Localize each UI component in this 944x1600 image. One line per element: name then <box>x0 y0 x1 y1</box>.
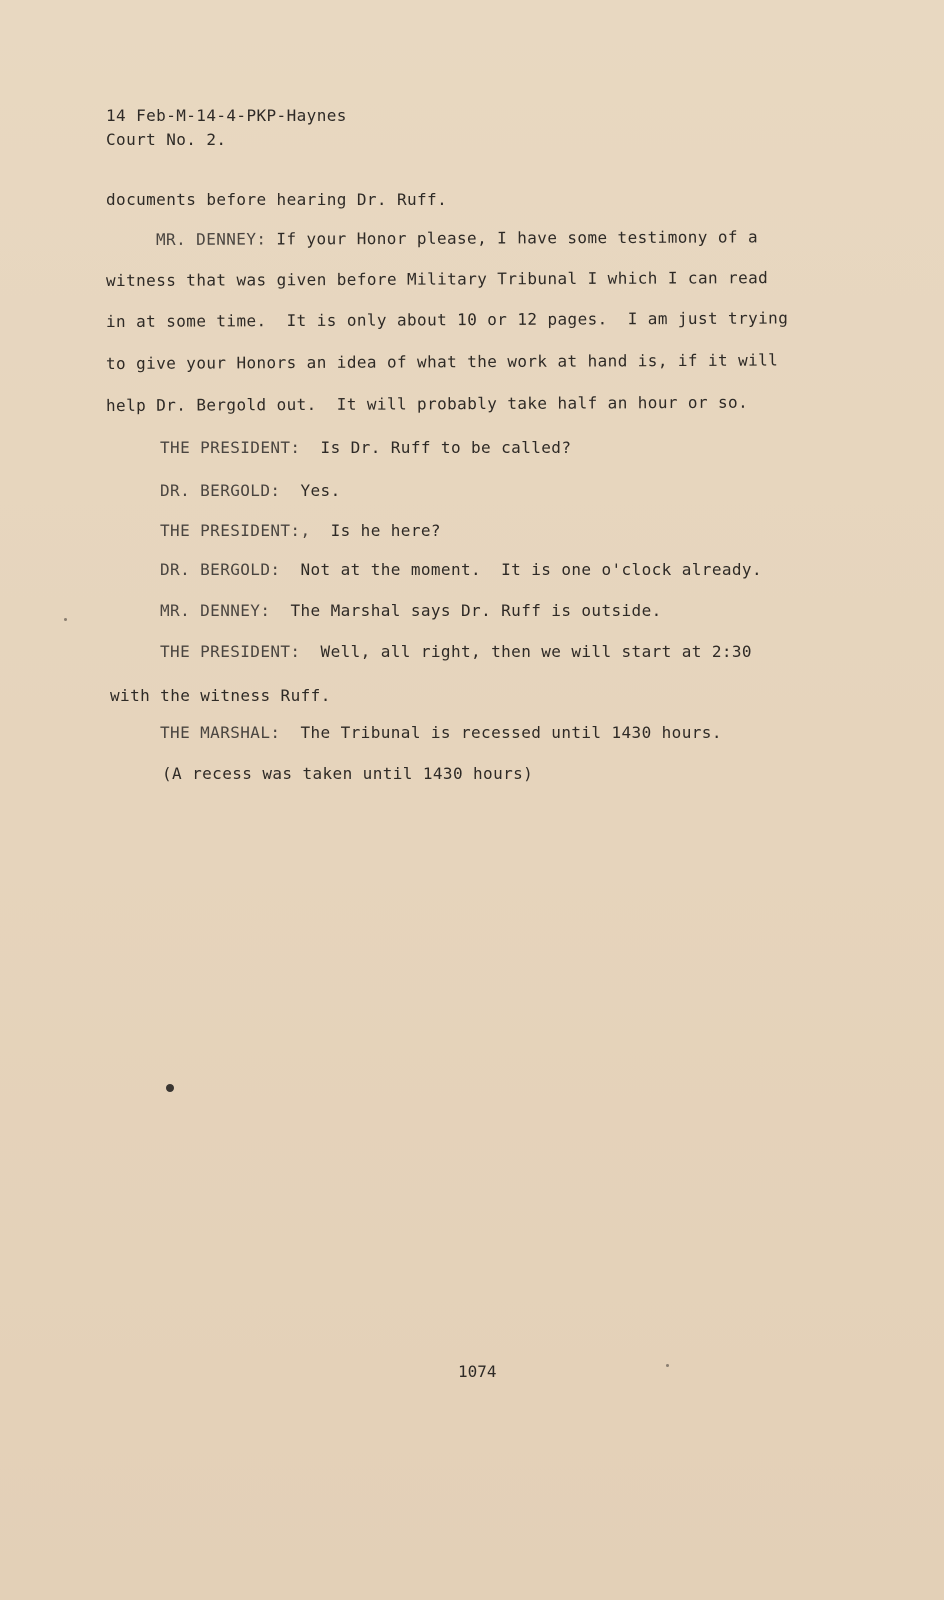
speech-text: Is Dr. Ruff to be called? <box>300 438 572 457</box>
paper-speck <box>64 618 67 621</box>
transcript-line-7 <box>160 438 571 457</box>
transcript-line-9 <box>160 521 441 540</box>
transcript-line-11 <box>160 601 662 620</box>
header-court: Court No. 2. <box>106 130 227 149</box>
page-number: 1074 <box>458 1362 497 1381</box>
header-reference: 14 Feb-M-14-4-PKP-Haynes <box>106 106 347 125</box>
speaker-label: MR. DENNEY: <box>160 601 271 620</box>
speaker-label: THE PRESIDENT: <box>160 438 301 457</box>
speech-text: If your Honor please, I have some testimony of a <box>266 227 759 249</box>
transcript-line-10 <box>160 560 762 579</box>
speaker-label: DR. BERGOLD: <box>160 481 281 500</box>
speaker-label: DR. BERGOLD: <box>160 560 281 579</box>
speech-text: Yes. <box>280 481 341 500</box>
speech-text: The Tribunal is recessed until 1430 hours. <box>280 723 722 742</box>
speaker-label: MR. DENNEY: <box>155 229 267 249</box>
speaker-label: THE PRESIDENT:, <box>160 521 311 540</box>
transcript-line-5: to give your Honors an idea of what the work at hand is, if it will <box>105 350 779 373</box>
transcript-line-8 <box>160 481 341 500</box>
speech-text: Well, all right, then we will start at 2:30 <box>300 642 752 661</box>
speech-text: Is he here? <box>310 521 441 540</box>
transcript-line-3: witness that was given before Military Tribunal I which I can read <box>105 268 769 290</box>
transcript-line-1: documents before hearing Dr. Ruff. <box>106 190 448 209</box>
transcript-line-2 <box>156 227 758 249</box>
transcript-line-13: with the witness Ruff. <box>110 686 331 705</box>
paper-speck <box>666 1364 669 1367</box>
transcript-line-15: (A recess was taken until 1430 hours) <box>162 764 534 783</box>
transcript-line-4: in at some time. It is only about 10 or 12 pages. I am just trying <box>105 308 789 331</box>
transcript-line-14 <box>160 723 722 742</box>
speech-text: The Marshal says Dr. Ruff is outside. <box>270 601 662 620</box>
ink-blot <box>166 1084 174 1092</box>
speaker-label: THE MARSHAL: <box>160 723 281 742</box>
transcript-line-12 <box>160 642 752 661</box>
speaker-label: THE PRESIDENT: <box>160 642 301 661</box>
speech-text: Not at the moment. It is one o'clock already. <box>280 560 762 579</box>
transcript-line-6: help Dr. Bergold out. It will probably take half an hour or so. <box>105 392 749 415</box>
